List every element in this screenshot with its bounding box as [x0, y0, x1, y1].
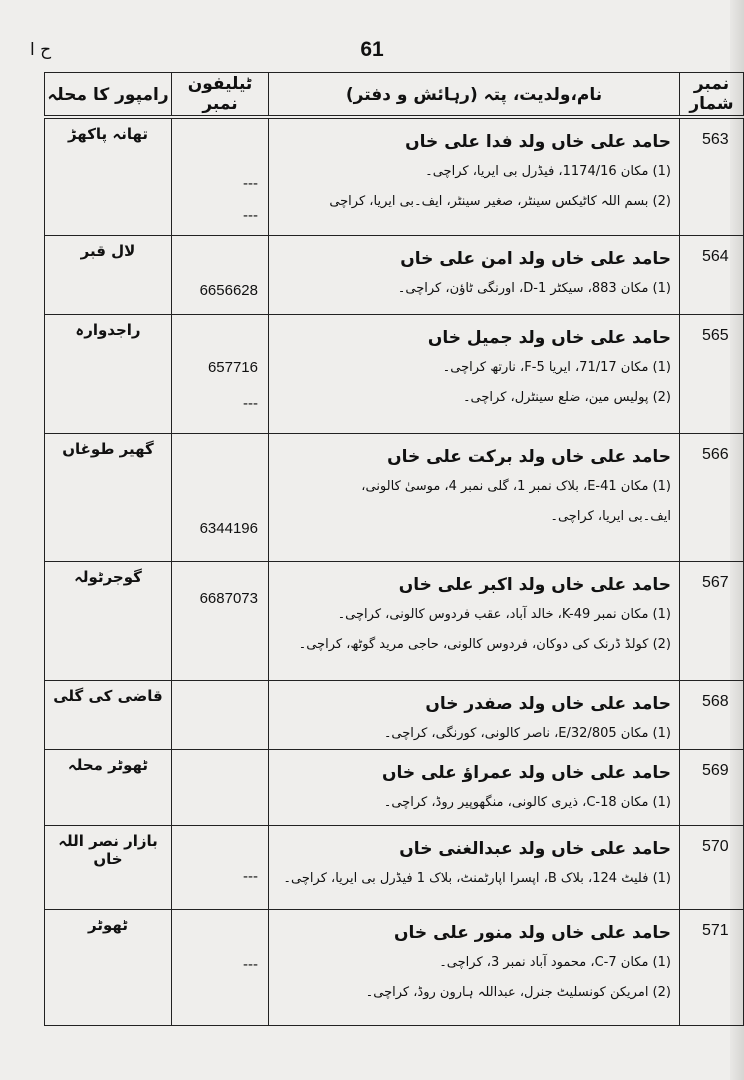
telephone-number: ---: [243, 867, 258, 885]
page-number: 61: [360, 38, 384, 61]
person-name: حامد علی خاں ولد امن علی خاں: [400, 248, 671, 269]
person-name: حامد علی خاں ولد عبدالغنی خاں: [399, 838, 671, 859]
serial-number: 567: [680, 561, 744, 680]
telephone-number: ---: [243, 207, 258, 224]
address-line: (1) مکان 71/17، ایریا 5-F، نارتھ کراچی۔: [442, 359, 671, 375]
mohalla-cell: گھیر طوغاں: [45, 433, 172, 561]
person-name: حامد علی خاں ولد اکبر علی خاں: [398, 574, 671, 595]
address-line: (1) مکان E-41، بلاک نمبر 1، گلی نمبر 4، موسیٰ کالونی،: [361, 478, 671, 494]
serial-number: 571: [680, 909, 744, 1025]
table-row: [45, 314, 744, 433]
mohalla-cell: ٹھوٹر محلہ: [45, 749, 172, 825]
telephone-cell: [172, 561, 269, 680]
telephone-number: ---: [243, 175, 258, 192]
table-row: [45, 561, 744, 680]
address-line: (1) مکان 1174/16، فیڈرل بی ایریا، کراچی۔: [425, 164, 671, 179]
address-line: (2) امریکن کونسلیٹ جنرل، عبداللہ ہارون روڈ، کراچی۔: [365, 984, 671, 1000]
table-row: [45, 117, 744, 235]
serial-number: 565: [680, 314, 744, 433]
serial-number: 563: [680, 117, 744, 235]
address-line: (1) مکان 883، سیکٹر 1-D، اورنگی ٹاؤن، کراچی۔: [397, 280, 671, 296]
table-row: [45, 433, 744, 561]
address-line: (1) مکان 32/805/E، ناصر کالونی، کورنگی، کراچی۔: [383, 725, 671, 741]
telephone-cell: [172, 433, 269, 561]
telephone-cell: [172, 680, 269, 749]
address-line: (1) فلیٹ 124، بلاک B، اپسرا اپارٹمنٹ، بلاک 1 فیڈرل بی ایریا، کراچی۔: [283, 870, 671, 886]
header-telephone: ٹیلیفون نمبر: [172, 73, 269, 118]
header-row: [45, 73, 744, 118]
telephone-number: 6656628: [199, 281, 258, 299]
details-cell: [269, 561, 680, 680]
directory-table: [44, 72, 744, 1026]
table-row: [45, 749, 744, 825]
details-cell: [269, 909, 680, 1025]
serial-number: 568: [680, 680, 744, 749]
person-name: حامد علی خاں ولد منور علی خاں: [394, 922, 671, 943]
address-line: (2) کولڈ ڈرنک کی دوکان، فردوس کالونی، حاجی مرید گوٹھ، کراچی۔: [298, 636, 671, 652]
mohalla-cell: لال قبر: [45, 235, 172, 314]
address-line: (1) مکان نمبر K-49، خالد آباد، عقب فردوس کالونی، کراچی۔: [337, 606, 671, 622]
person-name: حامد علی خاں ولد فدا علی خاں: [405, 132, 671, 152]
mohalla-cell: قاضی کی گلی: [45, 680, 172, 749]
details-cell: [269, 749, 680, 825]
address-line: (1) مکان 7-C، محمود آباد نمبر 3، کراچی۔: [439, 954, 671, 970]
serial-number: 564: [680, 235, 744, 314]
header-serial: نمبر شمار: [680, 73, 744, 118]
table-body: [45, 117, 744, 1025]
telephone-number: ---: [243, 955, 258, 973]
address-line: (2) بسم اللہ کاٹیکس سینٹر، صغیر سینٹر، ایف۔بی ایریا، کراچی: [329, 194, 671, 209]
address-line: (2) پولیس مین، ضلع سینٹرل، کراچی۔: [462, 389, 671, 405]
telephone-cell: [172, 825, 269, 909]
details-cell: [269, 680, 680, 749]
telephone-cell: [172, 117, 269, 235]
serial-number: 569: [680, 749, 744, 825]
mohalla-cell: بازار نصر اللہ خاں: [45, 825, 172, 909]
serial-number: 566: [680, 433, 744, 561]
mohalla-cell: تھانہ پاکھڑ: [45, 117, 172, 235]
person-name: حامد علی خاں ولد عمراؤ علی خاں: [381, 762, 671, 783]
corner-mark: ح ا: [30, 40, 52, 60]
table-row: [45, 680, 744, 749]
telephone-cell: [172, 749, 269, 825]
person-name: حامد علی خاں ولد صفدر خاں: [425, 693, 671, 714]
mohalla-cell: ٹھوٹر: [45, 909, 172, 1025]
details-cell: [269, 825, 680, 909]
mohalla-cell: گوجرٹولہ: [45, 561, 172, 680]
telephone-cell: [172, 909, 269, 1025]
telephone-cell: [172, 235, 269, 314]
table-row: [45, 235, 744, 314]
address-line: (1) مکان C-18، ذیری کالونی، منگھوپیر روڈ، کراچی۔: [383, 794, 671, 810]
address-line: ایف۔بی ایریا، کراچی۔: [550, 508, 671, 524]
telephone-number: 657716: [207, 358, 258, 376]
details-cell: [269, 433, 680, 561]
details-cell: [269, 117, 680, 235]
person-name: حامد علی خاں ولد برکت علی خاں: [387, 446, 671, 467]
header-details: نام،ولدیت، پتہ (رہائش و دفتر): [269, 73, 680, 118]
serial-number: 570: [680, 825, 744, 909]
telephone-number: 6687073: [199, 589, 258, 607]
telephone-number: 6344196: [199, 519, 258, 537]
person-name: حامد علی خاں ولد جمیل خاں: [427, 327, 671, 348]
table-row: [45, 909, 744, 1025]
telephone-cell: [172, 314, 269, 433]
header-rampur-mohalla: رامپور کا محلہ: [45, 73, 172, 118]
telephone-number: ---: [243, 394, 258, 412]
details-cell: [269, 314, 680, 433]
table-row: [45, 825, 744, 909]
details-cell: [269, 235, 680, 314]
mohalla-cell: راجدوارہ: [45, 314, 172, 433]
